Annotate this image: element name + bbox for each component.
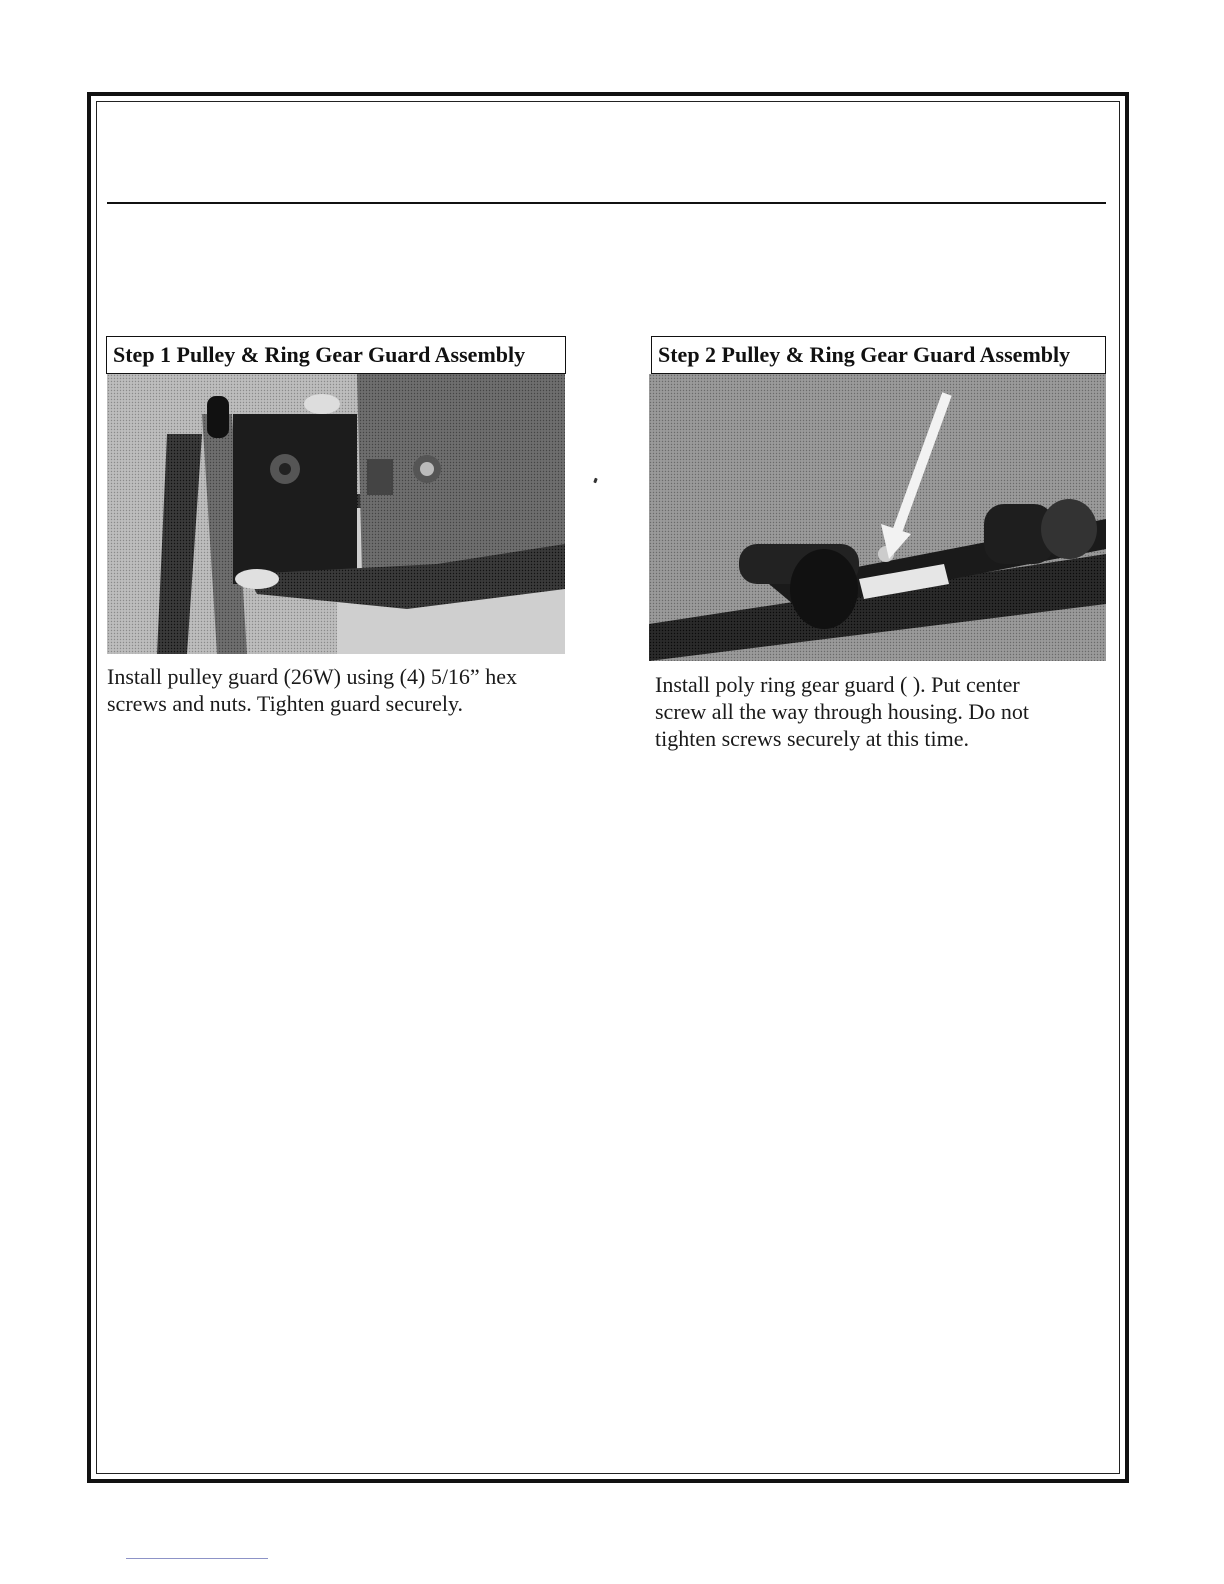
header-rule bbox=[107, 202, 1106, 204]
caption-line: screw all the way through housing. Do not bbox=[655, 699, 1029, 724]
step-1-title: Step 1 Pulley & Ring Gear Guard Assembly bbox=[106, 336, 566, 374]
step-2-photo bbox=[649, 374, 1106, 661]
caption-line: screws and nuts. Tighten guard securely. bbox=[107, 691, 464, 716]
step-2-title: Step 2 Pulley & Ring Gear Guard Assembly bbox=[651, 336, 1106, 374]
footer-line bbox=[126, 1558, 268, 1559]
page-border-inner bbox=[96, 101, 1120, 1474]
step-2-caption bbox=[655, 671, 1105, 752]
step-1-caption bbox=[107, 663, 577, 717]
step-1-photo bbox=[107, 374, 565, 654]
caption-line: Install poly ring gear guard ( ). Put center bbox=[655, 672, 1020, 697]
caption-line: tighten screws securely at this time. bbox=[655, 726, 970, 751]
caption-line: Install pulley guard (26W) using (4) 5/16” hex bbox=[107, 664, 517, 689]
